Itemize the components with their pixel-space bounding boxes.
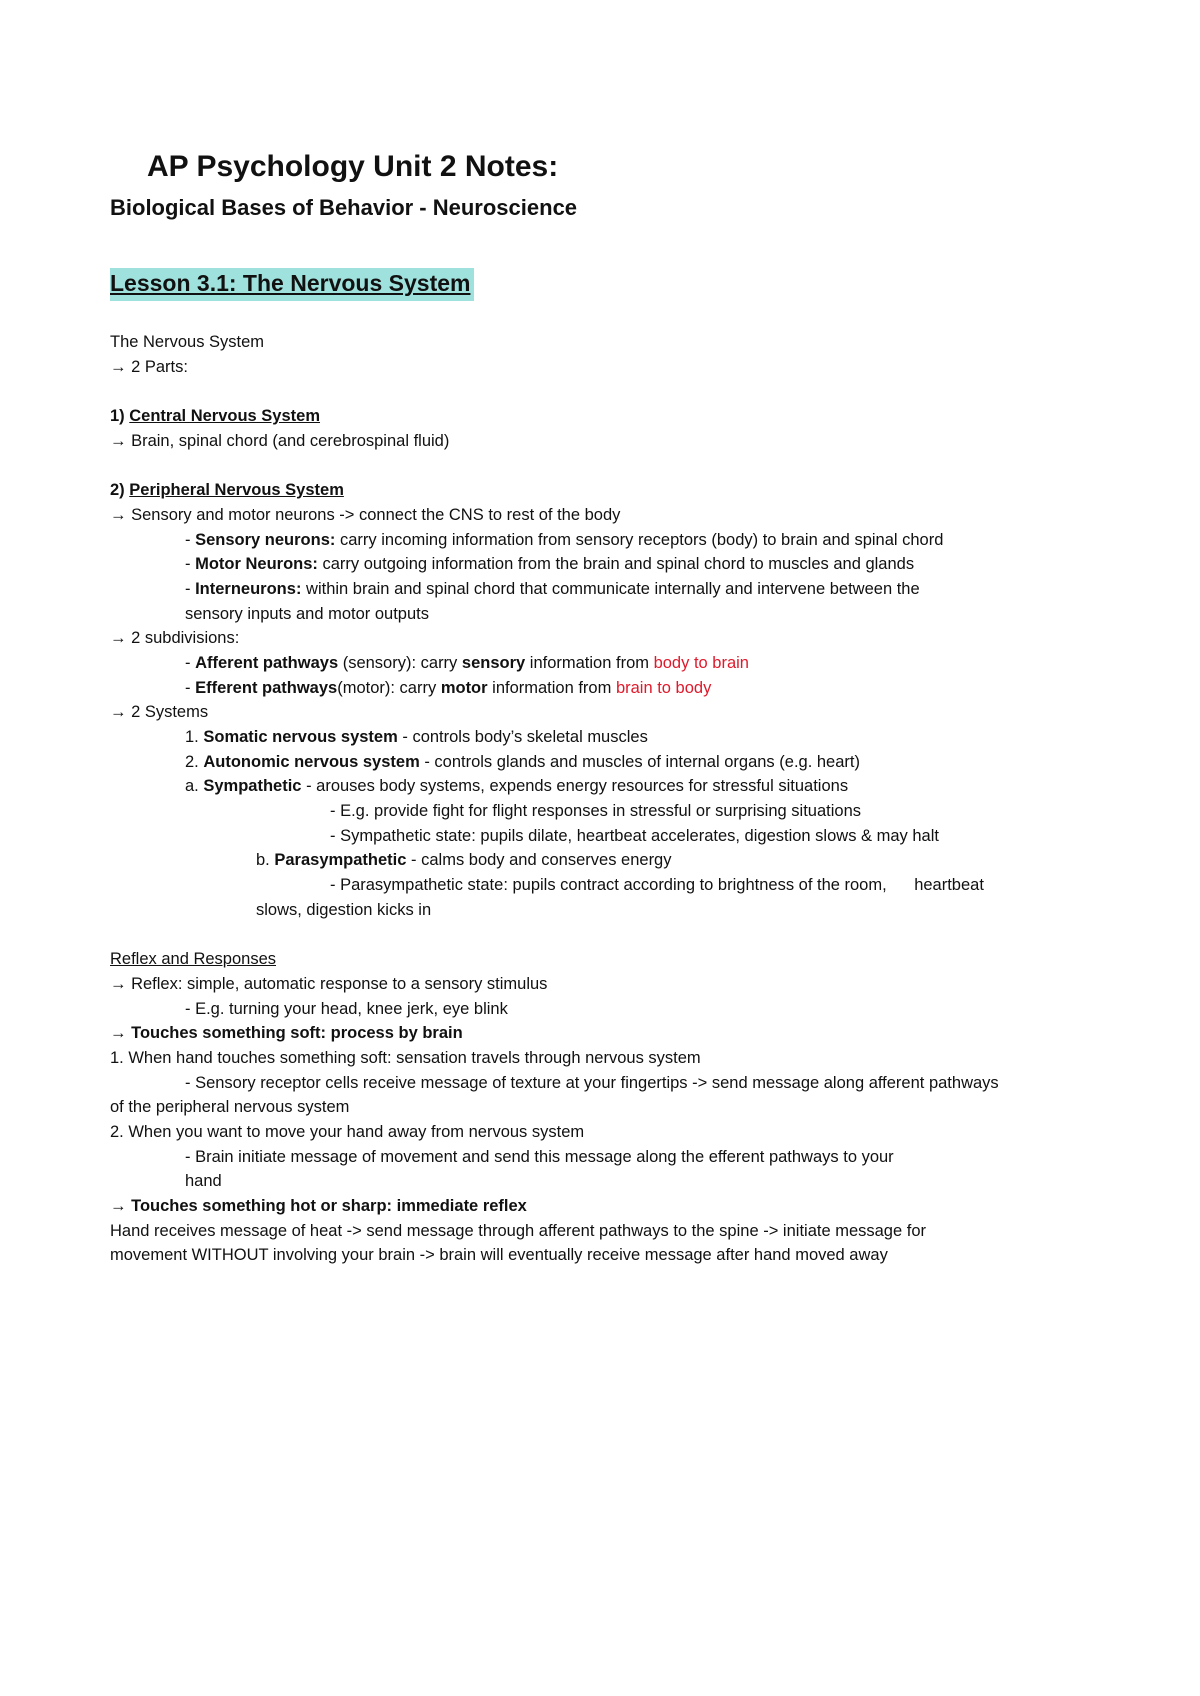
lesson-heading: Lesson 3.1: The Nervous System bbox=[110, 268, 474, 301]
afferent-label: Afferent pathways bbox=[195, 653, 339, 672]
parasympathetic: b. Parasympathetic - calms body and conserves energy bbox=[256, 851, 672, 870]
sympathetic-example-2: - Sympathetic state: pupils dilate, heartbeat accelerates, digestion slows & may halt bbox=[330, 826, 939, 845]
motor-label: Motor Neurons: bbox=[195, 555, 318, 574]
pns-title: Peripheral Nervous System bbox=[129, 481, 344, 500]
inter-label: Interneurons: bbox=[195, 579, 302, 598]
hot-heading: → Touches something hot or sharp: immediate reflex bbox=[110, 1197, 527, 1216]
soft-heading: → Touches something soft: process by brain bbox=[110, 1024, 463, 1043]
sympathetic-label: Sympathetic bbox=[203, 777, 302, 796]
interneurons-cont: sensory inputs and motor outputs bbox=[185, 604, 429, 623]
ns-heading: The Nervous System bbox=[110, 333, 265, 351]
efferent-pathways: - Efferent pathways(motor): carry motor information from brain to body bbox=[185, 678, 712, 697]
soft-step-2-cont: hand bbox=[185, 1172, 222, 1191]
soft-step-1-detail: - Sensory receptor cells receive message of texture at your fingertips -> send message along afferent pathways bbox=[185, 1073, 999, 1092]
doc-title: AP Psychology Unit 2 Notes: bbox=[147, 150, 559, 183]
soft-step-2: 2. When you want to move your hand away from nervous system bbox=[110, 1123, 585, 1141]
autonomic-text: - controls glands and muscles of internal organs (e.g. heart) bbox=[419, 752, 860, 771]
pns-heading bbox=[110, 478, 1110, 503]
afferent-bold: sensory bbox=[461, 653, 526, 672]
blank-line bbox=[110, 453, 1110, 478]
efferent-text: information from bbox=[487, 678, 616, 697]
blank-line bbox=[110, 923, 1110, 948]
pns-desc: → Sensory and motor neurons -> connect the CNS to rest of the body bbox=[110, 505, 621, 524]
cns-heading bbox=[110, 404, 1110, 429]
hot-text-2: movement WITHOUT involving your brain -> brain will eventually receive message after hand moved away bbox=[110, 1246, 888, 1265]
reflex-definition: → Reflex: simple, automatic response to a sensory stimulus bbox=[110, 974, 548, 993]
somatic-text: - controls body’s skeletal muscles bbox=[397, 728, 648, 746]
inter-text: within brain and spinal chord that communicate internally and intervene between the bbox=[301, 579, 920, 598]
sensory-text: carry incoming information from sensory receptors (body) to brain and spinal chord bbox=[335, 530, 944, 549]
efferent-label: Efferent pathways bbox=[195, 678, 338, 697]
somatic-system: 1. Somatic nervous system - controls body’s skeletal muscles bbox=[185, 728, 648, 746]
afferent-mid: (sensory): carry bbox=[338, 653, 462, 672]
soft-step-1: 1. When hand touches something soft: sensation travels through nervous system bbox=[110, 1048, 701, 1067]
afferent-pathways: - Afferent pathways (sensory): carry sensory information from body to brain bbox=[185, 653, 749, 672]
cns-title: Central Nervous System bbox=[129, 407, 321, 426]
notes-body bbox=[110, 330, 1110, 1268]
sympathetic: a. Sympathetic - arouses body systems, expends energy resources for stressful situations bbox=[185, 777, 849, 796]
doc-subtitle: Biological Bases of Behavior - Neuroscience bbox=[110, 195, 578, 220]
parasympathetic-label: Parasympathetic bbox=[274, 851, 407, 870]
motor-neurons: - Motor Neurons: carry outgoing information from the brain and spinal chord to muscles and glands bbox=[185, 555, 915, 574]
subdivisions: → 2 subdivisions: bbox=[110, 629, 240, 648]
somatic-label: Somatic nervous system bbox=[203, 728, 398, 746]
soft-step-2-detail: - Brain initiate message of movement and send this message along the efferent pathways to your bbox=[185, 1147, 894, 1166]
parasympathetic-text: - calms body and conserves energy bbox=[406, 851, 672, 870]
parasympathetic-example-2: slows, digestion kicks in bbox=[256, 900, 432, 919]
autonomic-label: Autonomic nervous system bbox=[203, 752, 420, 771]
hot-text-1: Hand receives message of heat -> send message through afferent pathways to the spine -> initiate message for bbox=[110, 1221, 927, 1240]
reflex-heading: Reflex and Responses bbox=[110, 950, 277, 969]
sympathetic-example-1: - E.g. provide fight for flight responses in stressful or surprising situations bbox=[330, 802, 861, 821]
autonomic-system: 2. Autonomic nervous system - controls glands and muscles of internal organs (e.g. heart) bbox=[185, 752, 860, 771]
parasympathetic-example-1: - Parasympathetic state: pupils contract according to brightness of the room, heartbeat bbox=[330, 876, 984, 895]
sensory-label: Sensory neurons: bbox=[195, 530, 336, 549]
afferent-text: information from bbox=[525, 653, 654, 672]
efferent-mid: (motor): carry bbox=[337, 678, 441, 697]
blank-line bbox=[110, 379, 1110, 404]
sympathetic-text: - arouses body systems, expends energy resources for stressful situations bbox=[301, 777, 849, 796]
cns-desc: → Brain, spinal chord (and cerebrospinal fluid) bbox=[110, 431, 450, 450]
motor-text: carry outgoing information from the brain and spinal chord to muscles and glands bbox=[317, 555, 915, 574]
ns-two-parts: → 2 Parts: bbox=[110, 357, 188, 376]
sensory-neurons: - Sensory neurons: carry incoming information from sensory receptors (body) to brain and spinal chord bbox=[185, 530, 944, 549]
two-systems: → 2 Systems bbox=[110, 703, 209, 722]
efferent-bold: motor bbox=[440, 678, 488, 697]
afferent-direction: body to brain bbox=[653, 653, 749, 672]
soft-step-1-cont: of the peripheral nervous system bbox=[110, 1098, 350, 1117]
cns-num: 1) bbox=[110, 407, 130, 426]
pns-num: 2) bbox=[110, 481, 130, 500]
interneurons: - Interneurons: within brain and spinal chord that communicate internally and intervene between the bbox=[185, 579, 920, 598]
efferent-direction: brain to body bbox=[615, 678, 712, 697]
reflex-example: - E.g. turning your head, knee jerk, eye blink bbox=[185, 999, 508, 1018]
